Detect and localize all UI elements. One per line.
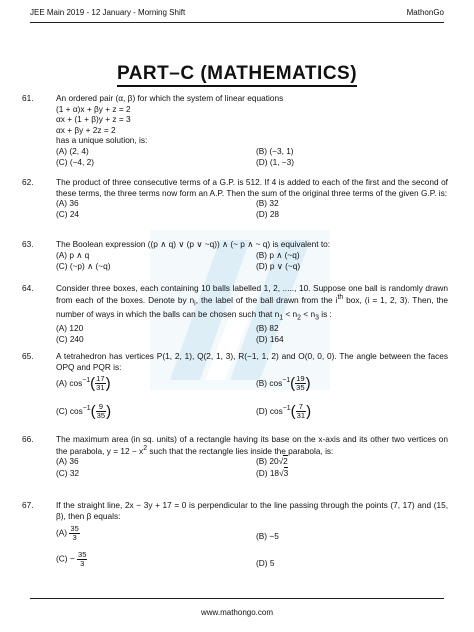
question-number: 64. — [22, 283, 34, 293]
option-a[interactable]: (A) $\frac{35}{3}$ — [56, 524, 79, 543]
option-c[interactable]: (C) 240 — [56, 334, 84, 345]
option-d[interactable]: (D) (1, −3) — [256, 157, 295, 168]
question-number: 65. — [22, 351, 34, 361]
question-65 — [22, 351, 448, 421]
exam-title: JEE Main 2019 - 12 January - Morning Shift — [30, 8, 186, 17]
option-b[interactable]: (B) p ∧ (~q) — [256, 249, 300, 260]
question-number: 62. — [22, 177, 34, 187]
question-text: The product of three consecutive terms of a G.P. is 512. If 4 is added to each of the first and the second of these terms, the three terms now form an A.P. Then the sum of the original three terms of the given G.P. is: — [56, 177, 448, 198]
equation-2: αx + (1 + β)y + z = 3 — [56, 114, 131, 125]
option-a[interactable]: (A) p ∧ q — [56, 249, 90, 260]
option-c[interactable]: (C) 32 — [56, 467, 80, 478]
question-number: 61. — [22, 93, 34, 103]
option-d[interactable]: (D) 164 — [256, 334, 284, 345]
option-d[interactable]: (D) $\cos^{-1}$( $\frac{7}{31}$ ) — [256, 402, 312, 421]
question-text: The maximum area (in sq. units) of a rectangle having its base on the x-axis and its other two vertices on the parabola, $y = 12 - x^2$ such that the rectangle lies inside the parabola, is: — [56, 434, 448, 456]
question-62 — [22, 177, 448, 220]
option-c[interactable]: (C) − $\frac{35}{3}$ — [56, 550, 87, 569]
option-c[interactable]: (C) (~p) ∧ (~q) — [56, 260, 111, 271]
option-a[interactable]: (A) 36 — [56, 455, 79, 466]
question-61 — [22, 93, 448, 168]
question-67 — [22, 500, 448, 569]
option-b[interactable]: (B) (−3, 1) — [256, 146, 294, 157]
question-text: Consider three boxes, each containing 10 balls labelled 1, 2, ....., 10. Suppose one ball is randomly drawn from each of the boxes. Denote by $n_i$, the label of the ball drawn from the $i^{th}$ box, (i = 1, 2, 3). Then, the number of ways in which the balls can be chosen such that $n_1 < n_2 < n_3$ is : — [56, 283, 448, 322]
option-b[interactable]: (B) 82 — [256, 323, 279, 334]
option-b[interactable]: (B) 20√2 — [256, 455, 288, 466]
option-c[interactable]: (C) $\cos^{-1}$( $\frac{9}{35}$ ) — [56, 402, 112, 421]
question-64 — [22, 283, 448, 345]
header-rule — [30, 22, 444, 23]
question-number: 67. — [22, 500, 34, 510]
option-d[interactable]: (D) 28 — [256, 209, 280, 220]
option-c[interactable]: (C) 24 — [56, 209, 80, 220]
footer-rule — [30, 598, 444, 599]
page-header — [30, 8, 444, 20]
question-number: 63. — [22, 239, 34, 249]
option-d[interactable]: (D) 18√3 — [256, 467, 289, 478]
option-b[interactable]: (B) $\cos^{-1}$( $\frac{19}{35}$ ) — [256, 374, 311, 393]
option-b[interactable]: (B) 32 — [256, 198, 279, 209]
option-a[interactable]: (A) 120 — [56, 323, 84, 334]
question-text: An ordered pair (α, β) for which the system of linear equations — [56, 93, 284, 103]
question-text: If the straight line, 2x − 3y + 17 = 0 is perpendicular to the line passing through the points (7, 17) and (15, β), then β equals: — [56, 500, 448, 521]
footer-url[interactable]: www.mathongo.com — [200, 608, 274, 617]
question-63 — [22, 239, 448, 271]
section-title: PART–C (MATHEMATICS) — [0, 62, 474, 86]
question-text: A tetrahedron has vertices P(1, 2, 1), Q(2, 1, 3), R(−1, 1, 2) and O(0, 0, 0). The angle between the faces OPQ and PQR is: — [56, 351, 448, 372]
option-b[interactable]: (B) −5 — [256, 531, 279, 542]
option-d[interactable]: (D) p ∨ (~q) — [256, 260, 301, 271]
option-a[interactable]: (A) 36 — [56, 198, 79, 209]
option-a[interactable]: (A) $\cos^{-1}$( $\frac{17}{31}$ ) — [56, 374, 111, 393]
equation-1: (1 + α)x + βy + z = 2 — [56, 103, 131, 114]
question-text: The Boolean expression ((p ∧ q) ∨ (p ∨ ~q)) ∧ (~ p ∧ ~ q) is equivalent to: — [56, 239, 331, 249]
option-a[interactable]: (A) (2, 4) — [56, 146, 89, 157]
equation-3: αx + βy + 2z = 2 — [56, 124, 116, 135]
option-d[interactable]: (D) 5 — [256, 558, 275, 569]
question-66 — [22, 434, 448, 478]
brand-name: MathonGo — [406, 8, 444, 17]
option-c[interactable]: (C) (−4, 2) — [56, 157, 95, 168]
question-number: 66. — [22, 434, 34, 444]
question-text: has a unique solution, is: — [56, 135, 148, 146]
